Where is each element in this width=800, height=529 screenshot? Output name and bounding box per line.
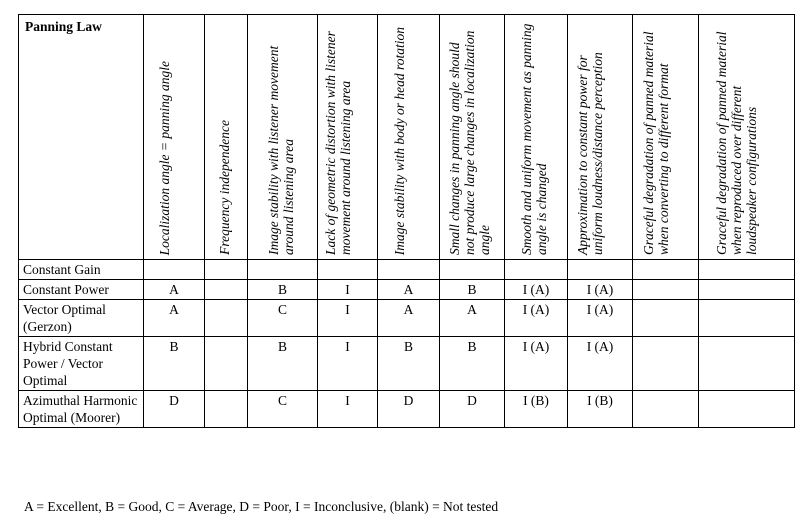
rating-cell: B bbox=[440, 280, 505, 300]
criterion-label: Graceful degradation of panned material when converting to different format bbox=[640, 31, 671, 255]
rating-cell: I bbox=[318, 337, 378, 391]
rating-cell: I (A) bbox=[505, 300, 568, 337]
criterion-label: Image stability with body or head rotation bbox=[391, 26, 407, 255]
rating-cell: B bbox=[144, 337, 205, 391]
rating-cell bbox=[699, 300, 795, 337]
panning-law-name: Azimuthal Harmonic Optimal (Moorer) bbox=[19, 391, 144, 428]
rating-cell bbox=[633, 280, 699, 300]
panning-law-name: Constant Power bbox=[19, 280, 144, 300]
rating-cell: B bbox=[378, 337, 440, 391]
criterion-label: Smooth and uniform movement as panning angle is changed bbox=[519, 23, 549, 255]
panning-law-table-container bbox=[18, 14, 795, 428]
rating-cell: I bbox=[318, 391, 378, 428]
header-row bbox=[19, 15, 795, 260]
rating-cell bbox=[633, 300, 699, 337]
rating-cell bbox=[633, 391, 699, 428]
criterion-label: Image stability with listener movement around listening area bbox=[265, 45, 296, 255]
criterion-label: Small changes in panning angle should not produce large changes in localization angle bbox=[447, 30, 492, 255]
criterion-label: Frequency independence bbox=[217, 120, 232, 255]
table-row bbox=[19, 280, 795, 300]
rating-cell: A bbox=[378, 280, 440, 300]
rating-cell bbox=[440, 260, 505, 280]
criterion-header bbox=[440, 15, 505, 260]
rating-cell: I (A) bbox=[568, 280, 633, 300]
rating-cell: I bbox=[318, 300, 378, 337]
rating-cell bbox=[568, 260, 633, 280]
rating-cell bbox=[248, 260, 318, 280]
criterion-header bbox=[505, 15, 568, 260]
rating-cell bbox=[505, 260, 568, 280]
rating-cell: I (A) bbox=[505, 337, 568, 391]
criterion-header bbox=[144, 15, 205, 260]
rating-cell bbox=[318, 260, 378, 280]
rating-cell: I bbox=[318, 280, 378, 300]
rating-cell: C bbox=[248, 300, 318, 337]
rating-cell: B bbox=[248, 280, 318, 300]
rating-cell bbox=[633, 260, 699, 280]
criterion-header bbox=[248, 15, 318, 260]
criterion-header bbox=[568, 15, 633, 260]
criterion-header bbox=[633, 15, 699, 260]
criterion-label: Localization angle = panning angle bbox=[157, 60, 172, 255]
panning-law-name: Constant Gain bbox=[19, 260, 144, 280]
criterion-header bbox=[378, 15, 440, 260]
rating-cell bbox=[699, 391, 795, 428]
rating-cell: I (A) bbox=[568, 337, 633, 391]
panning-law-table bbox=[18, 14, 795, 428]
rating-cell bbox=[699, 337, 795, 391]
rating-cell bbox=[699, 260, 795, 280]
panning-law-name: Hybrid Constant Power / Vector Optimal bbox=[19, 337, 144, 391]
rating-cell bbox=[633, 337, 699, 391]
table-row bbox=[19, 337, 795, 391]
rating-cell: D bbox=[440, 391, 505, 428]
rating-cell: A bbox=[440, 300, 505, 337]
rating-cell: A bbox=[144, 280, 205, 300]
rating-cell: I (B) bbox=[505, 391, 568, 428]
rating-cell bbox=[205, 280, 248, 300]
table-row bbox=[19, 300, 795, 337]
criterion-header bbox=[205, 15, 248, 260]
rating-cell bbox=[205, 391, 248, 428]
table-body bbox=[19, 260, 795, 428]
table-row bbox=[19, 391, 795, 428]
rating-cell: B bbox=[248, 337, 318, 391]
rating-cell: I (A) bbox=[568, 300, 633, 337]
rating-cell: A bbox=[144, 300, 205, 337]
rating-cell: D bbox=[378, 391, 440, 428]
rating-cell bbox=[699, 280, 795, 300]
rating-cell: D bbox=[144, 391, 205, 428]
rating-legend: A = Excellent, B = Good, C = Average, D = Poor, I = Inconclusive, (blank) = Not tested bbox=[24, 499, 499, 514]
criterion-label: Lack of geometric distortion with listener movement around listening area bbox=[322, 31, 353, 255]
criterion-label: Graceful degradation of panned material when reproduced over different loudspeaker configurations bbox=[713, 31, 759, 255]
rating-cell bbox=[205, 337, 248, 391]
rating-cell bbox=[378, 260, 440, 280]
rating-cell: B bbox=[440, 337, 505, 391]
criterion-header bbox=[318, 15, 378, 260]
criterion-label: Approximation to constant power for uniform loudness/distance perception bbox=[575, 52, 605, 255]
rating-cell bbox=[205, 260, 248, 280]
panning-law-header: Panning Law bbox=[19, 15, 144, 260]
rating-cell: C bbox=[248, 391, 318, 428]
rating-cell: I (B) bbox=[568, 391, 633, 428]
table-row bbox=[19, 260, 795, 280]
rating-cell: I (A) bbox=[505, 280, 568, 300]
rating-cell bbox=[144, 260, 205, 280]
rating-cell: A bbox=[378, 300, 440, 337]
criterion-header bbox=[699, 15, 795, 260]
panning-law-name: Vector Optimal (Gerzon) bbox=[19, 300, 144, 337]
rating-cell bbox=[205, 300, 248, 337]
